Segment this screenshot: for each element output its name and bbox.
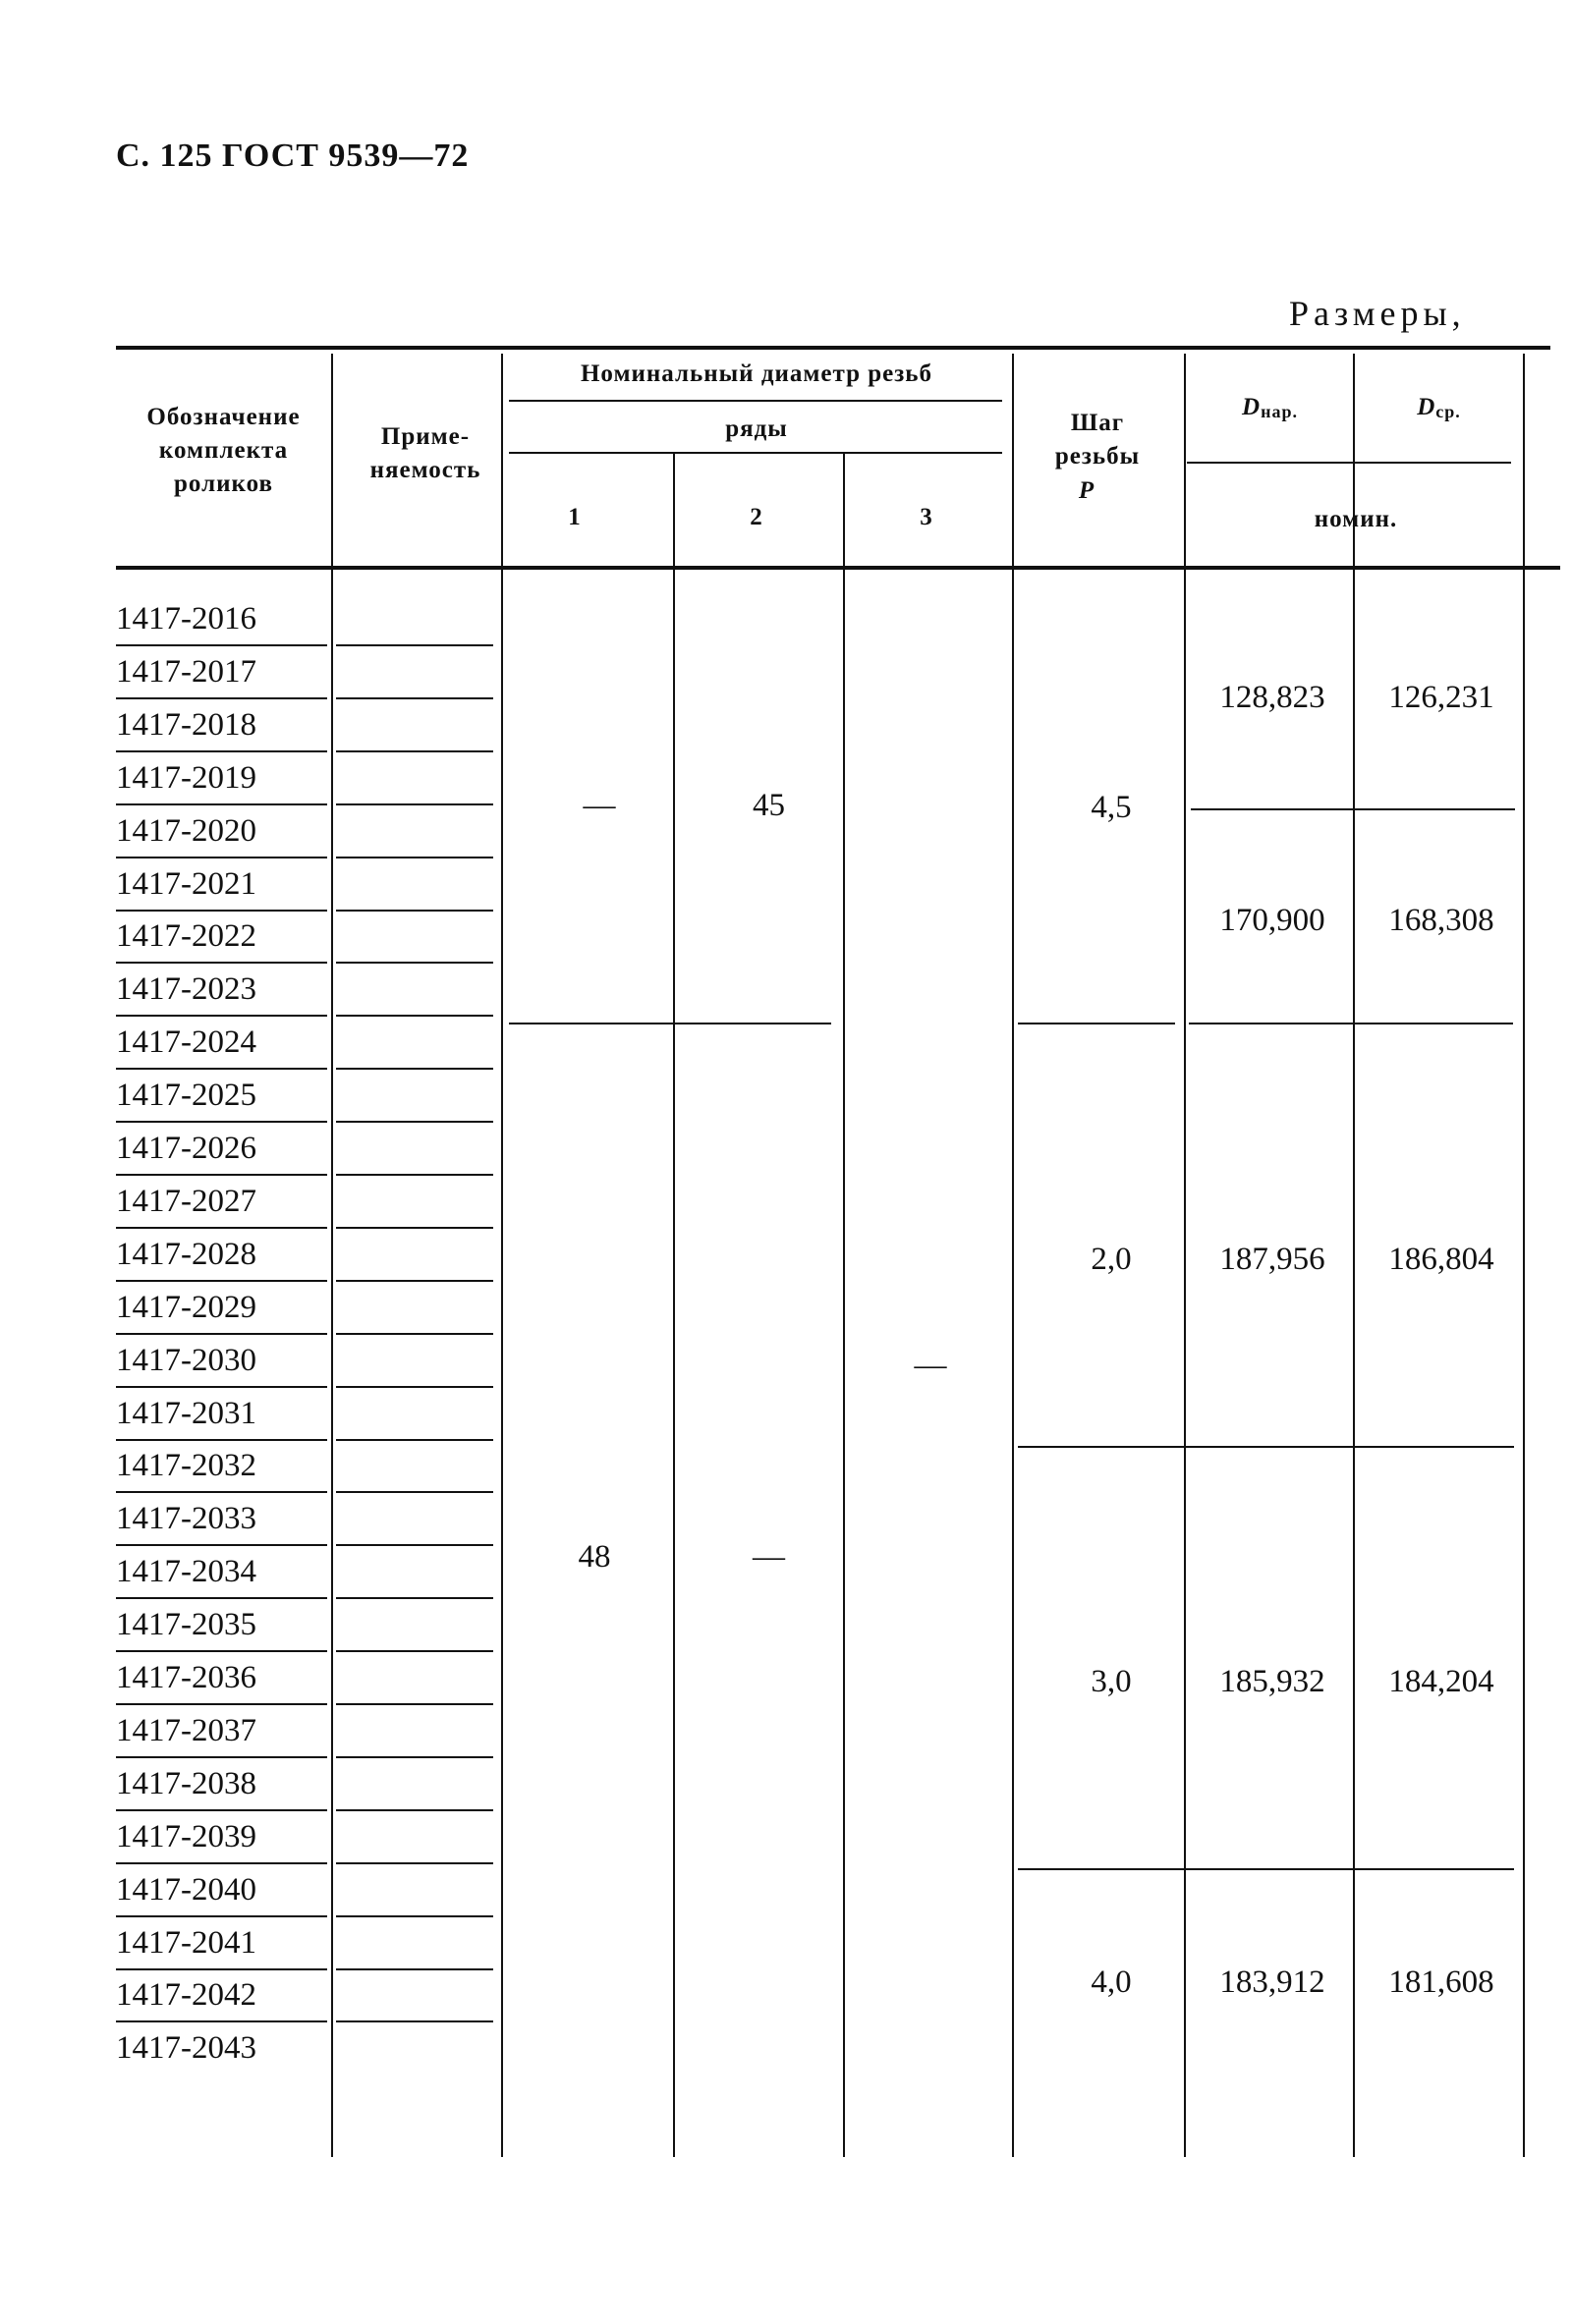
code-separator bbox=[116, 1174, 327, 1176]
applicability-separator bbox=[336, 644, 493, 646]
col-line-4 bbox=[843, 454, 845, 2157]
code-separator bbox=[116, 2020, 327, 2022]
col-line-2 bbox=[501, 354, 503, 2157]
header-divider-nominal bbox=[509, 400, 1002, 402]
applicability-separator bbox=[336, 1756, 493, 1758]
g1-d-outer-a: 128,823 bbox=[1219, 680, 1325, 715]
code-separator bbox=[116, 1386, 327, 1388]
p3-pitch-value: 3,0 bbox=[1091, 1664, 1132, 1699]
code-row: 1417-2041 bbox=[116, 1924, 256, 1961]
code-row: 1417-2030 bbox=[116, 1342, 256, 1378]
divider-p3-p4 bbox=[1018, 1868, 1514, 1870]
header-d-outer-base: D bbox=[1242, 394, 1262, 420]
code-row: 1417-2020 bbox=[116, 812, 256, 849]
applicability-separator bbox=[336, 1386, 493, 1388]
p3-d-outer: 185,932 bbox=[1219, 1664, 1325, 1699]
code-separator bbox=[116, 697, 327, 699]
divider-p2-p3 bbox=[1018, 1446, 1514, 1448]
p4-d-outer: 183,912 bbox=[1219, 1964, 1325, 2000]
g1-d-mean-b: 168,308 bbox=[1388, 903, 1494, 938]
code-row: 1417-2036 bbox=[116, 1660, 256, 1695]
header-row-3: 3 bbox=[920, 504, 933, 530]
applicability-separator bbox=[336, 1227, 493, 1229]
applicability-separator bbox=[336, 1650, 493, 1652]
p4-pitch-value: 4,0 bbox=[1091, 1964, 1132, 2000]
code-separator bbox=[116, 962, 327, 964]
applicability-separator bbox=[336, 1862, 493, 1864]
code-separator bbox=[116, 1333, 327, 1335]
applicability-separator bbox=[336, 1280, 493, 1282]
col-line-5 bbox=[1012, 354, 1014, 2157]
code-row: 1417-2040 bbox=[116, 1871, 256, 1908]
header-d-mean bbox=[1358, 391, 1520, 428]
code-row: 1417-2029 bbox=[116, 1289, 256, 1325]
p4-d-mean: 181,608 bbox=[1388, 1964, 1494, 2000]
applicability-separator bbox=[336, 857, 493, 858]
applicability-separator bbox=[336, 1703, 493, 1705]
code-separator bbox=[116, 1650, 327, 1652]
g1-row2-value: 45 bbox=[753, 788, 785, 823]
applicability-separator bbox=[336, 1015, 493, 1017]
code-separator bbox=[116, 1491, 327, 1493]
code-row: 1417-2043 bbox=[116, 2030, 256, 2067]
header-designation: Обозначение комплекта роликов bbox=[146, 404, 301, 497]
code-separator bbox=[116, 1862, 327, 1864]
code-separator bbox=[116, 1756, 327, 1758]
header-d-outer bbox=[1189, 391, 1351, 428]
code-separator bbox=[116, 644, 327, 646]
header-pitch: Шаг резьбы bbox=[1054, 410, 1141, 470]
header-d-mean-base: D bbox=[1417, 394, 1436, 420]
code-separator bbox=[116, 1439, 327, 1441]
code-separator bbox=[116, 1227, 327, 1229]
units-label: Размеры, bbox=[1289, 294, 1466, 333]
header-divider-rows bbox=[509, 452, 1002, 454]
header-row-1: 1 bbox=[568, 504, 582, 530]
header-rows-label: ряды bbox=[725, 415, 788, 442]
code-row: 1417-2025 bbox=[116, 1078, 256, 1114]
g1-d-mean-a: 126,231 bbox=[1388, 680, 1494, 715]
code-row: 1417-2021 bbox=[116, 865, 256, 902]
header-d-outer-sub: нар. bbox=[1261, 402, 1298, 421]
code-row: 1417-2023 bbox=[116, 971, 256, 1008]
code-separator bbox=[116, 1015, 327, 1017]
applicability-separator bbox=[336, 1068, 493, 1070]
header-divider-dims bbox=[1187, 462, 1511, 464]
code-separator bbox=[116, 1280, 327, 1282]
g1-pitch-value: 4,5 bbox=[1091, 790, 1132, 825]
g2-row2-value: — bbox=[753, 1539, 785, 1575]
applicability-separator bbox=[336, 1809, 493, 1811]
applicability-separator bbox=[336, 1333, 493, 1335]
p2-pitch-value: 2,0 bbox=[1091, 1242, 1132, 1277]
header-pitch-symbol: P bbox=[1078, 477, 1095, 504]
code-separator bbox=[116, 1544, 327, 1546]
code-row: 1417-2042 bbox=[116, 1977, 256, 2014]
code-separator bbox=[116, 910, 327, 912]
code-row: 1417-2027 bbox=[116, 1183, 256, 1219]
code-row: 1417-2018 bbox=[116, 706, 256, 743]
p2-d-mean: 186,804 bbox=[1388, 1242, 1494, 1277]
col-line-3 bbox=[673, 454, 675, 2157]
divider-g1-dims bbox=[1191, 808, 1515, 810]
code-separator bbox=[116, 750, 327, 752]
header-nominal: номин. bbox=[1314, 506, 1398, 532]
code-row: 1417-2037 bbox=[116, 1712, 256, 1748]
header-nominal-diameter: Номинальный диаметр резьб bbox=[580, 360, 933, 387]
code-separator bbox=[116, 1915, 327, 1917]
applicability-separator bbox=[336, 1968, 493, 1970]
code-row: 1417-2035 bbox=[116, 1607, 256, 1643]
applicability-separator bbox=[336, 1915, 493, 1917]
group-divider-pitch bbox=[1018, 1023, 1175, 1024]
code-separator bbox=[116, 1597, 327, 1599]
code-row: 1417-2039 bbox=[116, 1818, 256, 1854]
code-separator bbox=[116, 1703, 327, 1705]
header-d-mean-sub: ср. bbox=[1435, 402, 1461, 421]
code-separator bbox=[116, 857, 327, 858]
code-row: 1417-2031 bbox=[116, 1395, 256, 1431]
applicability-separator bbox=[336, 750, 493, 752]
code-row: 1417-2022 bbox=[116, 918, 256, 955]
code-row: 1417-2024 bbox=[116, 1024, 256, 1061]
code-separator bbox=[116, 1121, 327, 1123]
code-row: 1417-2017 bbox=[116, 653, 256, 690]
code-separator bbox=[116, 803, 327, 805]
group-divider-left bbox=[509, 1023, 831, 1024]
applicability-separator bbox=[336, 1491, 493, 1493]
code-row: 1417-2032 bbox=[116, 1448, 256, 1484]
code-row: 1417-2019 bbox=[116, 759, 256, 796]
applicability-separator bbox=[336, 1121, 493, 1123]
applicability-separator bbox=[336, 1174, 493, 1176]
applicability-separator bbox=[336, 1439, 493, 1441]
code-row: 1417-2033 bbox=[116, 1501, 256, 1537]
code-row: 1417-2034 bbox=[116, 1554, 256, 1590]
applicability-separator bbox=[336, 697, 493, 699]
code-row: 1417-2026 bbox=[116, 1131, 256, 1166]
code-row: 1417-2028 bbox=[116, 1236, 256, 1272]
g1-row1-value: — bbox=[583, 788, 616, 823]
header-d-split bbox=[1353, 354, 1355, 462]
applicability-separator bbox=[336, 1544, 493, 1546]
code-row: 1417-2038 bbox=[116, 1765, 256, 1801]
header-applicability: Приме- няемость bbox=[369, 423, 481, 483]
table-top-rule bbox=[116, 346, 1550, 350]
p2-d-outer: 187,956 bbox=[1219, 1242, 1325, 1277]
applicability-separator bbox=[336, 2020, 493, 2022]
p3-d-mean: 184,204 bbox=[1388, 1664, 1494, 1699]
g2-row3-value: — bbox=[914, 1348, 947, 1383]
g1-d-outer-b: 170,900 bbox=[1219, 903, 1325, 938]
group-divider-dims bbox=[1189, 1023, 1513, 1024]
applicability-separator bbox=[336, 910, 493, 912]
applicability-separator bbox=[336, 803, 493, 805]
code-separator bbox=[116, 1809, 327, 1811]
g2-row1-value: 48 bbox=[578, 1539, 611, 1575]
applicability-separator bbox=[336, 962, 493, 964]
page-header: С. 125 ГОСТ 9539—72 bbox=[116, 138, 470, 174]
applicability-separator bbox=[336, 1597, 493, 1599]
code-separator bbox=[116, 1968, 327, 1970]
header-row-2: 2 bbox=[750, 504, 763, 530]
code-separator bbox=[116, 1068, 327, 1070]
code-row: 1417-2016 bbox=[116, 601, 256, 636]
